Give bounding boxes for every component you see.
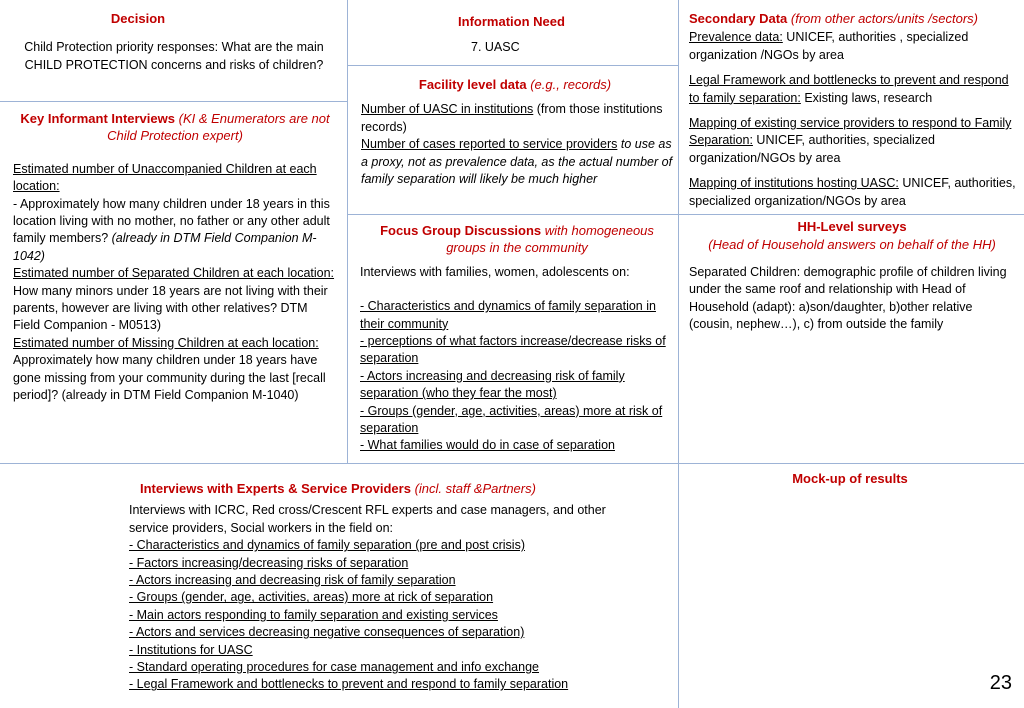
experts-item: - Characteristics and dynamics of family separation (pre and post crisis) xyxy=(129,538,525,553)
hh-text: Separated Children: demographic profile of children living under the same roof and relationship with Head of Household (adapt): a)son/daughter, b)other relative (cousin, nephew…), c) from outside the family xyxy=(689,264,1007,332)
facility-text: Number of UASC in institutions (from those institutions records) Number of cases reported to service providers to use as a proxy, not as prevalence data, as the actual number of family separation will likely be much higher xyxy=(361,102,673,187)
fgd-item: - perceptions of what factors increase/decrease risks of separation xyxy=(360,334,666,366)
decision-title: Decision xyxy=(110,11,166,26)
secondary-item: Mapping of existing service providers to respond to Family Separation: UNICEF, authorities, specialized organization/NGOs by area xyxy=(689,116,1012,165)
divider-left-vertical xyxy=(347,0,348,464)
divider-infoneed-bottom xyxy=(347,65,678,66)
experts-item: - Standard operating procedures for case management and info exchange xyxy=(129,660,539,675)
experts-item: - Main actors responding to family separation and existing services xyxy=(129,607,498,622)
facility-cases-label: Number of cases reported to service providers xyxy=(361,137,618,152)
divider-facility-bottom xyxy=(347,214,1024,215)
secondary-item: Legal Framework and bottlenecks to prevent and respond to family separation: Existing laws, research xyxy=(689,73,1009,105)
secondary-section xyxy=(689,10,1019,210)
facility-title: Facility level data (e.g., records) xyxy=(418,77,612,92)
secondary-item: Prevalence data: UNICEF, authorities , specialized organization /NGOs by area xyxy=(689,30,969,62)
info-need-value: 7. UASC xyxy=(471,40,520,55)
info-need-title: Information Need xyxy=(458,14,565,29)
secondary-title: Secondary Data (from other actors/units /sectors) xyxy=(689,11,979,26)
experts-item: - Groups (gender, age, activities, areas) more at rick of separation xyxy=(129,590,494,605)
fgd-section xyxy=(360,222,674,455)
experts-item: - Actors increasing and decreasing risk of family separation xyxy=(129,573,456,588)
fgd-item: - Actors increasing and decreasing risk of family separation (who they fear the most) xyxy=(360,368,625,401)
hh-section xyxy=(685,218,1019,333)
fgd-intro: Interviews with families, women, adolescents on: xyxy=(360,264,630,279)
ki-title: Key Informant Interviews (KI & Enumerators are not Child Protection expert) xyxy=(20,111,330,144)
fgd-title: Focus Group Discussions with homogeneous groups in the community xyxy=(380,223,654,256)
secondary-item: Mapping of institutions hosting UASC: UNICEF, authorities, specialized organization/NGOs by area xyxy=(689,176,1016,208)
mockup-section xyxy=(680,470,1020,487)
experts-title: Interviews with Experts & Service Providers (incl. staff &Partners) xyxy=(140,481,536,496)
experts-intro: Interviews with ICRC, Red cross/Crescent RFL experts and case managers, and other service providers, Social workers in the field on: xyxy=(129,503,606,535)
ki-section xyxy=(13,110,337,405)
hh-title: HH-Level surveys xyxy=(797,219,907,234)
ki-item: Estimated number of Separated Children at each location: How many minors under 18 years are not living with their parents, however are living with other relatives? DTM Field Companion - M0513) xyxy=(13,266,335,333)
facility-section xyxy=(361,76,673,188)
fgd-item: - What families would do in case of separation xyxy=(360,438,615,453)
ki-item: Estimated number of Missing Children at each location: Approximately how many children under 18 years have gone missing from your community during the last [recall period]? (already in DTM Field Companion M-1040) xyxy=(13,335,326,403)
fgd-item: - Groups (gender, age, activities, areas) more at risk of separation xyxy=(360,403,663,436)
divider-right-vertical xyxy=(678,0,679,708)
experts-section xyxy=(129,480,674,694)
decision-text: Child Protection priority responses: What are the main CHILD PROTECTION concerns and risks of children? xyxy=(24,40,324,72)
page-number: 23 xyxy=(989,672,1012,694)
experts-item: - Actors and services decreasing negative consequences of separation) xyxy=(129,625,525,640)
fgd-item: - Characteristics and dynamics of family separation in their community xyxy=(360,299,656,331)
experts-item: - Institutions for UASC xyxy=(129,642,253,657)
experts-item: - Factors increasing/decreasing risks of separation xyxy=(129,555,409,570)
experts-item: - Legal Framework and bottlenecks to prevent and respond to family separation xyxy=(129,677,569,692)
ki-item: Estimated number of Unaccompanied Children at each location: - Approximately how many children under 18 years in this location living with no mother, no father or any other adult family members? (already in DTM Field Companion M-1042) xyxy=(13,161,330,263)
divider-decision-bottom xyxy=(0,101,347,102)
mockup-title: Mock-up of results xyxy=(792,471,908,486)
divider-middle-horizontal xyxy=(0,463,1024,464)
decision-section xyxy=(8,10,340,74)
info-need-section xyxy=(350,13,675,57)
hh-title-note: (Head of Household answers on behalf of the HH) xyxy=(708,237,996,253)
facility-uasc-label: Number of UASC in institutions xyxy=(361,102,534,117)
